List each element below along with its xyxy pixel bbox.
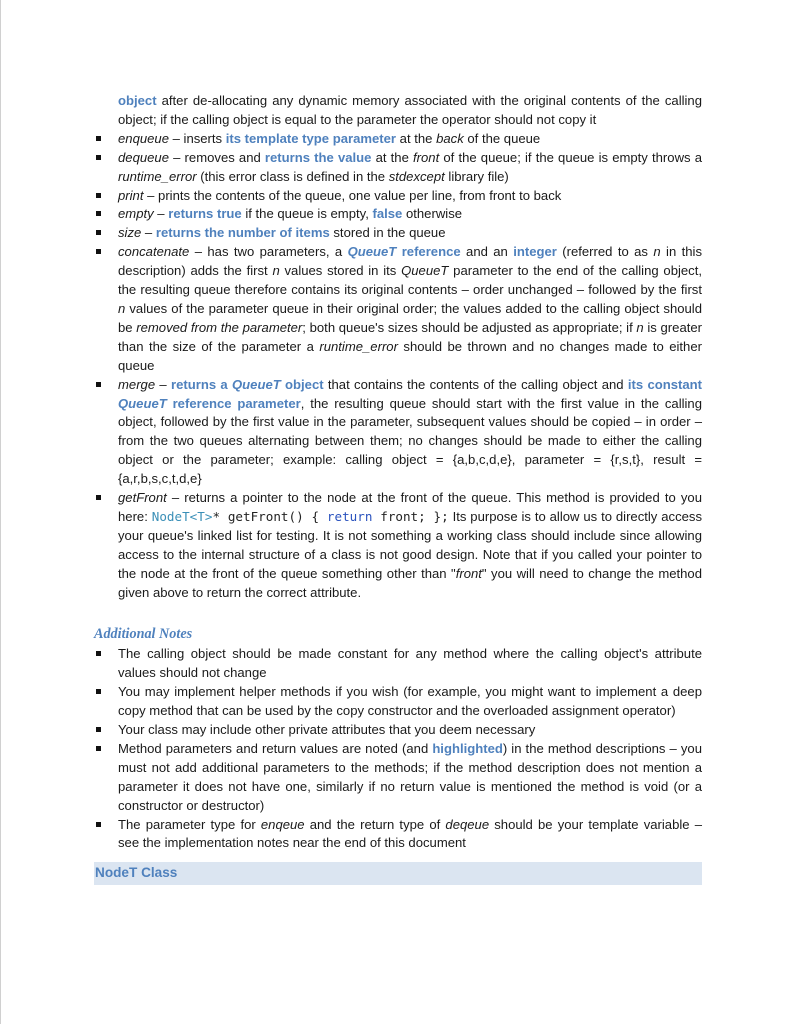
method-size: size – returns the number of items stored in the queue: [94, 224, 702, 243]
section-heading-nodet: NodeT Class: [94, 862, 702, 885]
method-merge: merge – returns a QueueT object that contains the contents of the calling object and its constant QueueT reference parameter, the resulting queue should start with the first value in the calling object, followed by the first value in the parameter, subsequent values should be copied – in order – from the two queues alternating between them; no changes should be made to either the calling object or the parameter; example: calling object = {a,b,c,d,e}, parameter = {r,s,t}, result = {a,r,b,s,c,t,d,e}: [94, 376, 702, 489]
method-dequeue: dequeue – removes and returns the value at the front of the queue; if the queue is empty throws a runtime_error (this error class is defined in the stdexcept library file): [94, 149, 702, 187]
note-item: Method parameters and return values are noted (and highlighted) in the method descriptions – you must not add additional parameters to the methods; if the method description does not mention a parameter it does not have one, similarly if no return value is mentioned the method is void (or a constructor or destructor): [94, 740, 702, 816]
method-getfront: getFront – returns a pointer to the node at the front of the queue. This method is provided to you here: NodeT<T>* getFront() { return front; }; Its purpose is to allow us to directly access your queue's linked list for testing. It is not something a working class should include since allowing access to the internal structure of a class is not good design. Note that if you called your pointer to the node at the front of the queue something other than "front" you will need to change the method given above to return the correct attribute.: [94, 489, 702, 602]
method-enqueue: enqueue – inserts its template type parameter at the back of the queue: [94, 130, 702, 149]
note-item: You may implement helper methods if you wish (for example, you might want to implement a deep copy method that can be used by the copy constructor and the overloaded assignment operator): [94, 683, 702, 721]
document-page: [94, 92, 702, 885]
intro-highlight-object: object: [118, 93, 157, 108]
method-empty: empty – returns true if the queue is empty, false otherwise: [94, 205, 702, 224]
note-item: The calling object should be made constant for any method where the calling object's attribute values should not change: [94, 645, 702, 683]
additional-notes-heading: Additional Notes: [94, 626, 193, 643]
intro-paragraph: object after de-allocating any dynamic memory associated with the original contents of the calling object; if the calling object is equal to the parameter the operator should not copy it: [118, 93, 702, 127]
note-item: The parameter type for enqeue and the return type of deqeue should be your template variable – see the implementation notes near the end of this document: [94, 816, 702, 854]
method-list: [94, 130, 702, 603]
page-left-border: [0, 0, 1, 1024]
method-concatenate: concatenate – has two parameters, a QueueT reference and an integer (referred to as n in this description) adds the first n values stored in its QueueT parameter to the end of the calling object, the resulting queue therefore contains its original contents – order unchanged – followed by the first n values of the parameter queue in their original order; the values added to the calling object should be removed from the parameter; both queue's sizes should be adjusted as appropriate; if n is greater than the size of the parameter a runtime_error should be thrown and no changes made to either queue: [94, 243, 702, 375]
note-item: Your class may include other private attributes that you deem necessary: [94, 721, 702, 740]
method-print: print – prints the contents of the queue, one value per line, from front to back: [94, 187, 702, 206]
getfront-code-snippet: NodeT<T>* getFront() { return front; };: [151, 508, 449, 524]
additional-notes-list: [94, 645, 702, 853]
